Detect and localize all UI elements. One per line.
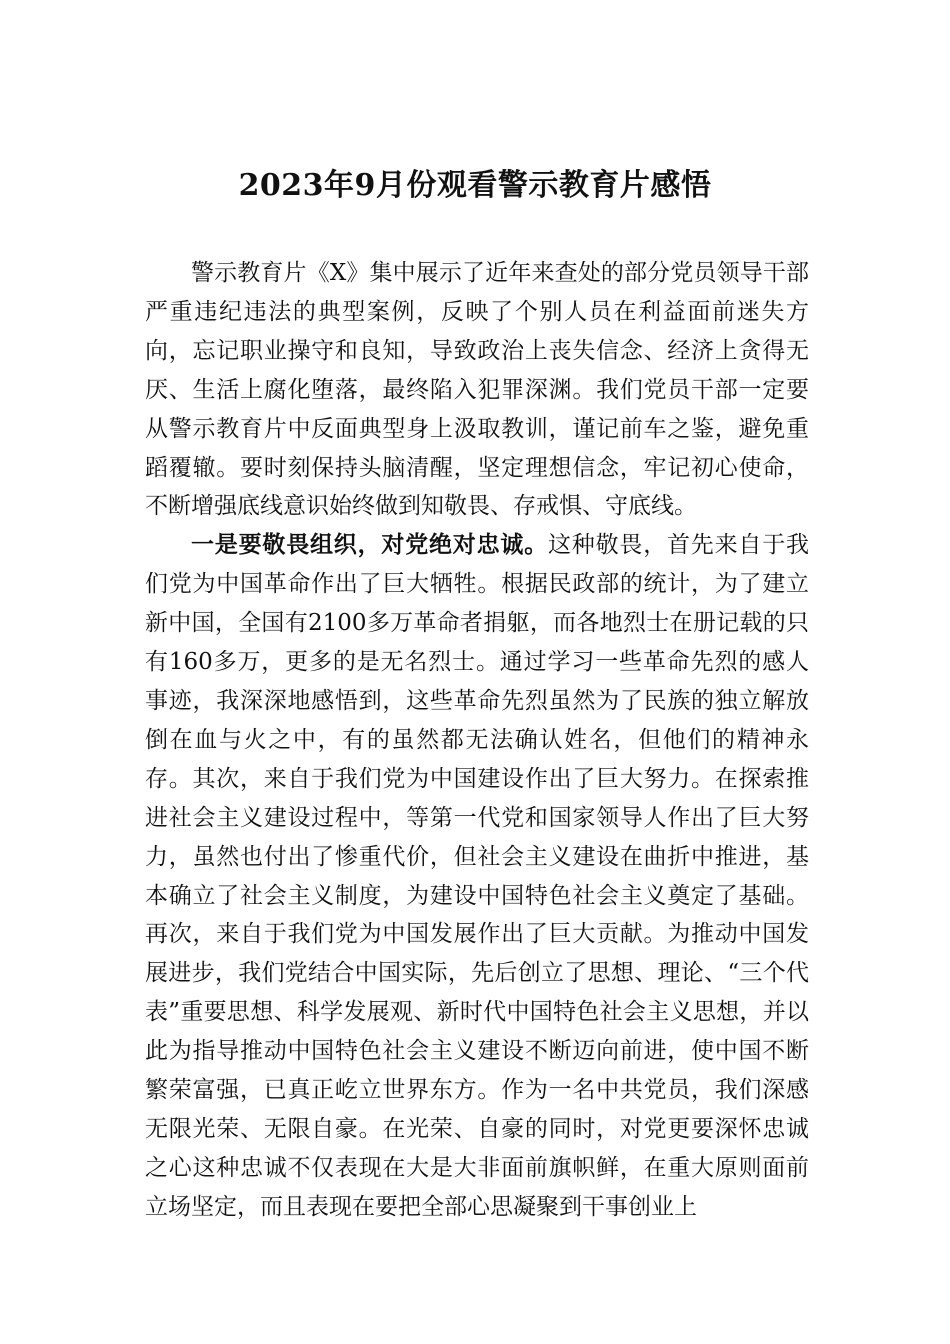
document-body bbox=[145, 254, 809, 1227]
paragraph-lead-heading: 一是要敬畏组织，对党绝对忠诚。 bbox=[191, 531, 548, 559]
paragraph-point-one bbox=[145, 526, 809, 1226]
paragraph-point-one-text: 这种敬畏，首先来自于我们党为中国革命作出了巨大牺牲。根据民政部的统计，为了建立新中国，全国有2100多万革命者捐躯，而各地烈士在册记载的只有160多万，更多的是无名烈士。通过学习一些革命先烈的感人事迹，我深深地感悟到，这些革命先烈虽然为了民族的独立解放倒在血与火之中，有的虽然都无法确认姓名，但他们的精神永存。其次，来自于我们党为中国建设作出了巨大努力。在探索推进社会主义建设过程中，等第一代党和国家领导人作出了巨大努力，虽然也付出了惨重代价，但社会主义建设在曲折中推进，基本确立了社会主义制度，为建设中国特色社会主义奠定了基础。再次，来自于我们党为中国发展作出了巨大贡献。为推动中国发展进步，我们党结合中国实际，先后创立了思想、理论、“三个代表”重要思想、科学发展观、新时代中国特色社会主义思想，并以此为指导推动中国特色社会主义建设不断迈向前进，使中国不断繁荣富强，已真正屹立世界东方。作为一名中共党员，我们深感无限光荣、无限自豪。在光荣、自豪的同时，对党更要深怀忠诚之心这种忠诚不仅表现在大是大非面前旗帜鲜，在重大原则面前立场坚定，而且表现在要把全部心思凝聚到干事创业上 bbox=[145, 532, 810, 1220]
paragraph-intro: 警示教育片《X》集中展示了近年来查处的部分党员领导干部严重违纪违法的典型案例，反映了个别人员在利益面前迷失方向，忘记职业操守和良知，导致政治上丧失信念、经济上贪得无厌、生活上腐化堕落，最终陷入犯罪深渊。我们党员干部一定要从警示教育片中反面典型身上汲取教训，谨记前车之鉴，避免重蹈覆辙。要时刻保持头脑清醒，坚定理想信念，牢记初心使命，不断增强底线意识始终做到知敬畏、存戒惧、守底线。 bbox=[145, 260, 809, 520]
document-title: 2023年9月份观看警示教育片感悟 bbox=[238, 168, 712, 203]
